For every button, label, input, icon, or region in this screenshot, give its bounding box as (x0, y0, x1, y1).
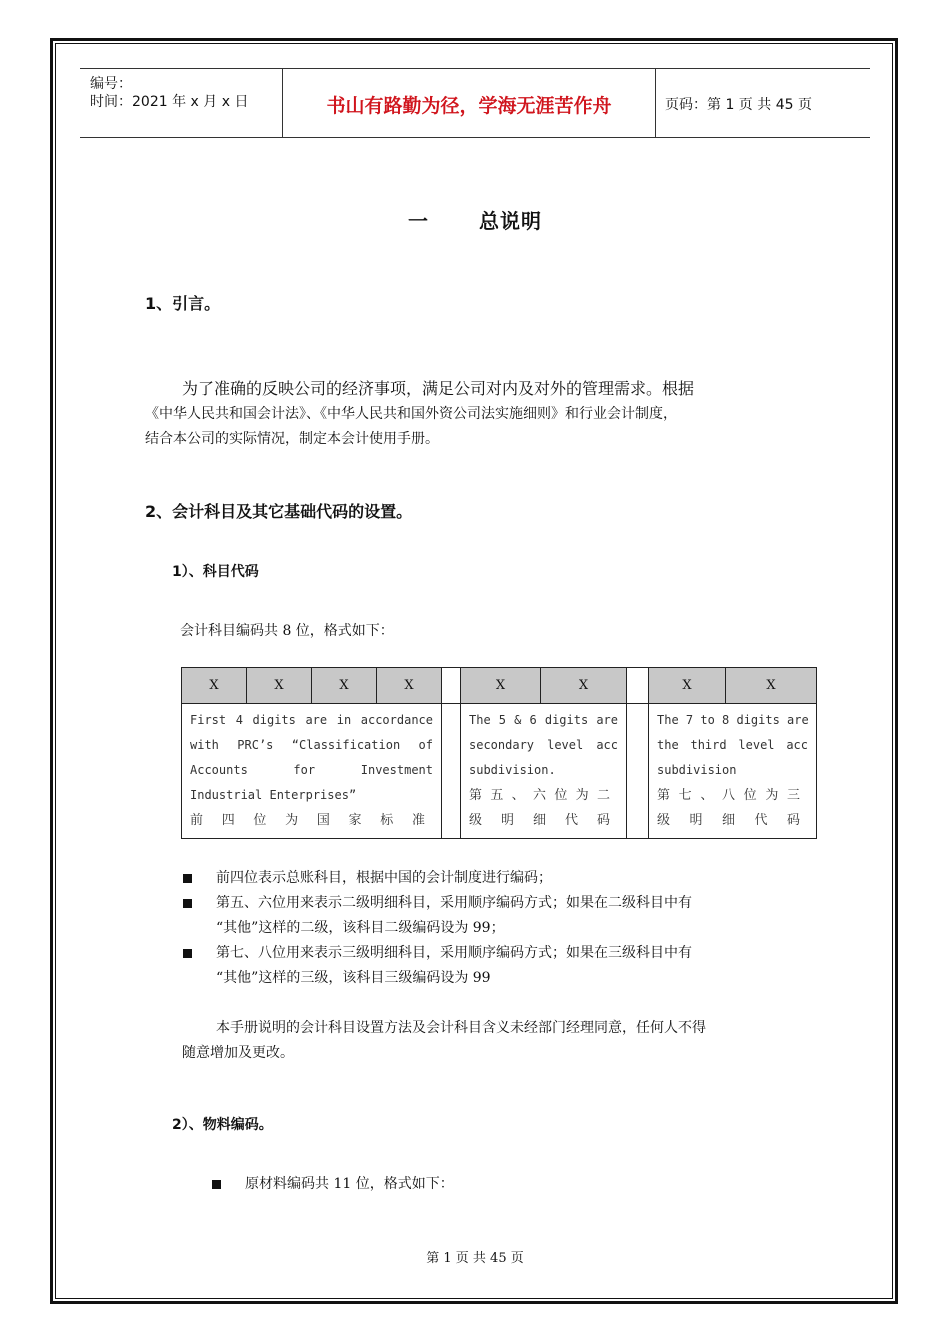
sub1-intro: 会计科目编码共 8 位，格式如下： (180, 623, 394, 639)
code-digit-8: X (726, 668, 816, 704)
code-desc-line: Industrial Enterprises” (190, 788, 357, 802)
code-table-spacer-2-top (627, 668, 649, 704)
header-motto-cell (282, 69, 656, 137)
header-meta-cell (80, 69, 282, 137)
list-item (212, 1172, 812, 1197)
list-item-text: “其他”这样的三级，该科目三级编码设为 99 (216, 970, 491, 986)
code-table-spacer-1-top (442, 668, 461, 704)
list-item (183, 941, 823, 991)
code-desc-seven-eight (649, 704, 816, 838)
code-digit-3: X (312, 668, 377, 704)
code-digit-2: X (247, 668, 312, 704)
code-digit-7: X (649, 668, 726, 704)
section1-heading: 1、引言。 (145, 294, 221, 313)
doc-title (0, 205, 950, 234)
sub2-heading: 2）、物料编码。 (172, 1117, 273, 1133)
section1-para-line1: 为了准确的反映公司的经济事项，满足公司对内及对外的管理需求。根据 (182, 379, 695, 398)
code-desc-cn: 级明细代码 (469, 813, 618, 828)
code-desc-line: the third level acc (657, 738, 808, 752)
header-page-cell (655, 69, 870, 137)
code-digit-6: X (541, 668, 627, 704)
sub1-heading: 1）、科目代码 (172, 564, 259, 580)
doc-title-text: 总说明 (479, 209, 542, 233)
code-desc-line: The 5 & 6 digits are (469, 713, 618, 727)
list-item-text: 前四位表示总账科目，根据中国的会计制度进行编码； (216, 870, 552, 886)
code-desc-cn: 第七、八位为三 (657, 788, 808, 803)
code-desc-line: Accounts for Investment (190, 763, 433, 777)
code-desc-line: with PRC’s “Classification of (190, 738, 433, 752)
section1-para-line3: 结合本公司的实际情况，制定本会计使用手册。 (145, 431, 439, 447)
bullet-square-icon (212, 1180, 221, 1189)
header-table (80, 68, 870, 138)
serial-label: 编号： (90, 76, 132, 92)
list-item (183, 866, 823, 891)
section2-heading: 2、会计科目及其它基础代码的设置。 (145, 502, 413, 521)
list-item-text: 原材料编码共 11 位，格式如下： (245, 1176, 454, 1192)
bullet-square-icon (183, 874, 192, 883)
code-desc-line: subdivision (657, 763, 737, 777)
list-item-text: 第五、六位用来表示二级明细科目，采用顺序编码方式；如果在二级科目中有 (216, 895, 692, 911)
code-digit-1: X (182, 668, 247, 704)
code-desc-cn: 级明细代码 (657, 813, 808, 828)
list-item-text: 第七、八位用来表示三级明细科目，采用顺序编码方式；如果在三级科目中有 (216, 945, 692, 961)
note-line1: 本手册说明的会计科目设置方法及会计科目含义未经部门经理同意，任何人不得 (216, 1020, 706, 1036)
code-desc-cn: 第五、六位为二 (469, 788, 618, 803)
date-label: 时间：2021 年 x 月 x 日 (90, 94, 249, 110)
doc-title-number: 一 (408, 209, 429, 233)
code-desc-line: The 7 to 8 digits are (657, 713, 809, 727)
account-code-table (181, 667, 817, 839)
list-item-text: “其他”这样的二级，该科目二级编码设为 99； (216, 920, 505, 936)
code-digit-4: X (377, 668, 442, 704)
code-desc-five-six (461, 704, 627, 838)
code-desc-line: First 4 digits are in accordance (190, 713, 433, 727)
note-line2: 随意增加及更改。 (182, 1045, 294, 1061)
code-desc-line: subdivision. (469, 763, 556, 777)
code-desc-line: secondary level acc (469, 738, 618, 752)
bullet-square-icon (183, 899, 192, 908)
header-motto: 书山有路勤为径，学海无涯苦作舟 (326, 95, 612, 117)
code-desc-cn: 前四位为国家标准 (190, 813, 433, 828)
list-item (183, 891, 823, 941)
page-footer: 第 1 页 共 45 页 (426, 1251, 524, 1266)
section1-para-line2: 《中华人民共和国会计法》、《中华人民共和国外资公司法实施细则》和行业会计制度， (145, 406, 677, 422)
code-digit-5: X (461, 668, 541, 704)
code-desc-first-four (182, 704, 442, 838)
header-page-info: 页码：第 1 页 共 45 页 (665, 97, 812, 113)
bullet-square-icon (183, 949, 192, 958)
